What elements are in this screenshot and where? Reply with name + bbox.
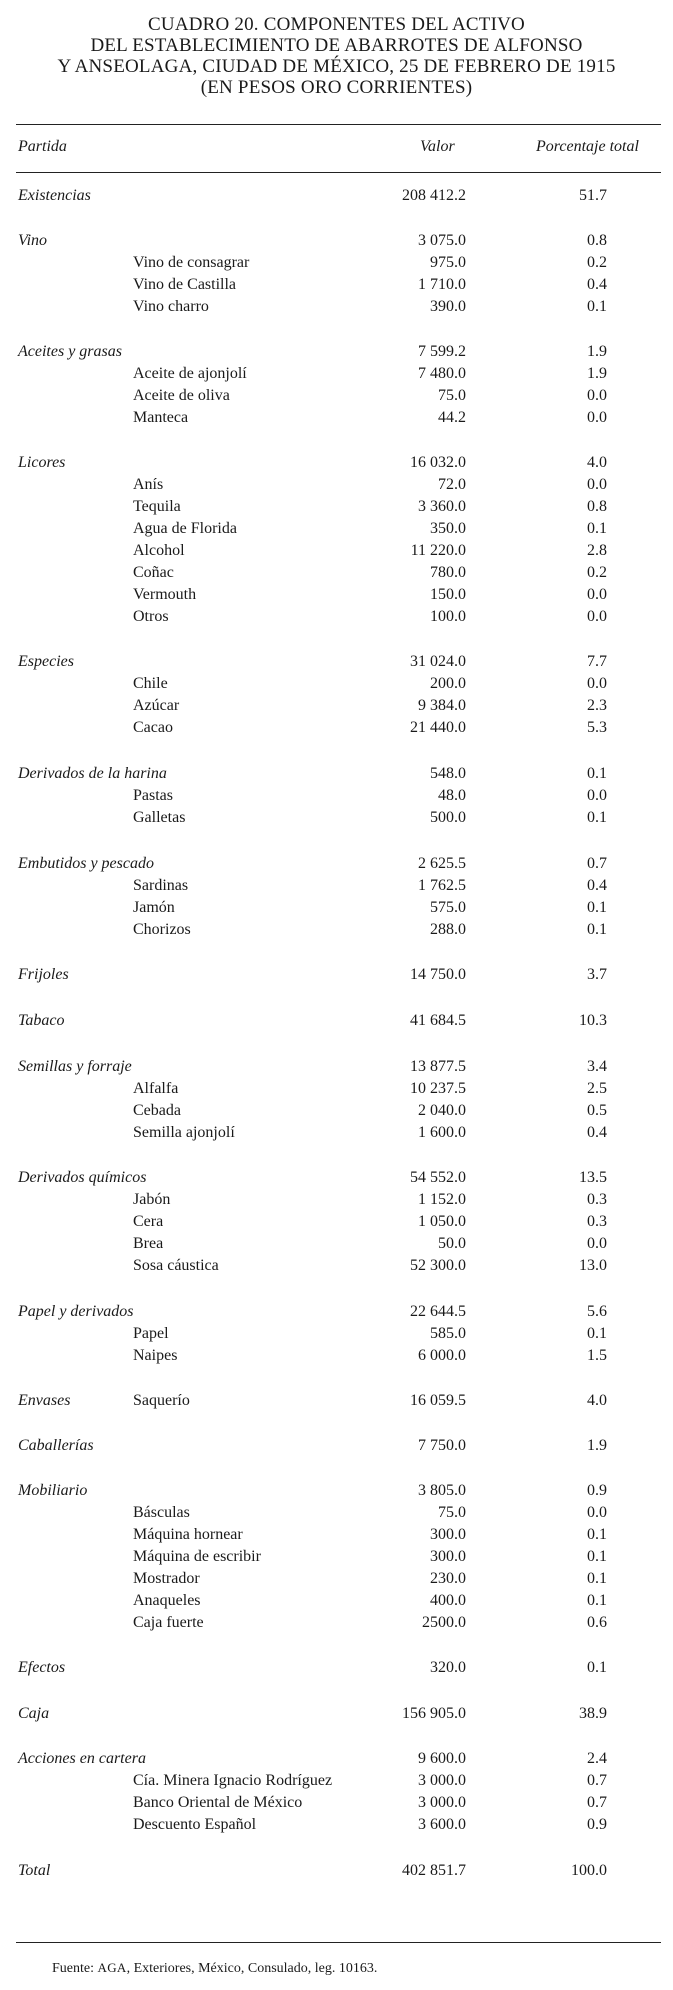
table-row [0,341,673,363]
row-percent: 0.1 [587,1659,607,1676]
table-row [0,474,673,496]
row-value: 9 384.0 [418,697,466,714]
row-subitem: Sardinas [133,877,189,894]
row-value: 9 600.0 [418,1750,466,1767]
row-subitem: Banco Oriental de México [133,1794,303,1811]
row-category: Existencias [18,187,91,204]
row-value: 22 644.5 [410,1303,466,1320]
row-value: 3 000.0 [418,1794,466,1811]
row-subitem: Anís [133,476,164,493]
row-value: 288.0 [430,921,466,938]
table-row [0,1211,673,1233]
row-percent: 0.0 [587,787,607,804]
row-subitem: Cera [133,1213,164,1230]
row-subitem: Máquina hornear [133,1526,243,1543]
row-subitem: Sosa cáustica [133,1257,219,1274]
row-value: 6 000.0 [418,1347,466,1364]
table-row [0,1480,673,1502]
row-value: 156 905.0 [402,1705,466,1722]
row-category: Especies [18,653,74,670]
row-subitem: Mostrador [133,1570,200,1587]
row-percent: 5.3 [587,719,607,736]
row-value: 16 032.0 [410,454,466,471]
row-percent: 7.7 [587,653,607,670]
row-value: 3 000.0 [418,1772,466,1789]
row-subitem: Pastas [133,787,173,804]
table-row [0,807,673,829]
row-percent: 2.5 [587,1080,607,1097]
table-row [0,1814,673,1836]
row-percent: 13.0 [579,1257,607,1274]
table-row [0,1546,673,1568]
row-subitem: Básculas [133,1504,190,1521]
row-percent: 0.1 [587,520,607,537]
row-value: 150.0 [430,586,466,603]
row-value: 1 050.0 [418,1213,466,1230]
table-row [0,1100,673,1122]
table-row [0,1323,673,1345]
row-percent: 0.3 [587,1213,607,1230]
table-row [0,496,673,518]
row-value: 72.0 [438,476,466,493]
row-value: 13 877.5 [410,1058,466,1075]
row-percent: 0.7 [587,1794,607,1811]
row-percent: 0.1 [587,1592,607,1609]
row-percent: 10.3 [579,1012,607,1029]
row-percent: 0.0 [587,409,607,426]
table-row [0,919,673,941]
table-row [0,363,673,385]
row-subitem: Brea [133,1235,164,1252]
row-percent: 2.8 [587,542,607,559]
row-value: 200.0 [430,675,466,692]
table-row [0,1301,673,1323]
table-row [0,385,673,407]
row-percent: 0.8 [587,498,607,515]
row-value: 2500.0 [422,1614,466,1631]
row-value: 208 412.2 [402,187,466,204]
row-percent: 5.6 [587,1303,607,1320]
table-row [0,274,673,296]
table-row [0,1502,673,1524]
row-subitem: Azúcar [133,697,180,714]
row-percent: 0.0 [587,1235,607,1252]
row-subitem: Anaqueles [133,1592,201,1609]
row-category: Efectos [18,1659,66,1676]
row-value: 100.0 [430,608,466,625]
row-percent: 100.0 [571,1862,607,1879]
table-row [0,717,673,739]
table-row [0,964,673,986]
row-subitem: Aceite de oliva [133,387,230,404]
row-value: 3 360.0 [418,498,466,515]
row-category: Licores [18,454,66,471]
row-value: 3 805.0 [418,1482,466,1499]
row-subitem: Alfalfa [133,1080,179,1097]
row-value: 75.0 [438,1504,466,1521]
header-valor: Valor [420,138,455,155]
table-row [0,584,673,606]
row-subitem: Vermouth [133,586,197,603]
title-line-1: CUADRO 20. COMPONENTES DEL ACTIVO [148,14,525,35]
row-subitem: Papel [133,1325,169,1342]
row-percent: 51.7 [579,187,607,204]
row-percent: 3.4 [587,1058,607,1075]
row-percent: 0.1 [587,298,607,315]
row-percent: 38.9 [579,1705,607,1722]
row-value: 75.0 [438,387,466,404]
row-category: Acciones en cartera [18,1750,146,1767]
row-category: Derivados de la harina [18,765,167,782]
row-percent: 0.4 [587,1124,607,1141]
row-value: 230.0 [430,1570,466,1587]
row-percent: 0.2 [587,564,607,581]
title-line-3: Y ANSEOLAGA, CIUDAD DE MÉXICO, 25 DE FEBRERO DE 1915 [57,56,616,77]
table-row [0,763,673,785]
row-subitem: Cía. Minera Ignacio Rodríguez [133,1772,333,1789]
row-percent: 1.9 [587,343,607,360]
table-row [0,1255,673,1277]
header-porcentaje: Porcentaje total [536,138,639,155]
row-percent: 0.0 [587,675,607,692]
table-row [0,1390,673,1412]
table-row [0,1345,673,1367]
table-row [0,452,673,474]
row-category: Tabaco [18,1012,65,1029]
table-row [0,252,673,274]
row-percent: 0.7 [587,1772,607,1789]
row-value: 52 300.0 [410,1257,466,1274]
row-percent: 0.1 [587,1570,607,1587]
row-percent: 13.5 [579,1169,607,1186]
row-subitem: Galletas [133,809,186,826]
bottom-rule [16,1942,661,1943]
row-percent: 0.5 [587,1102,607,1119]
row-percent: 0.0 [587,586,607,603]
row-percent: 0.1 [587,1325,607,1342]
row-percent: 3.7 [587,966,607,983]
row-subitem: Máquina de escribir [133,1548,261,1565]
row-subitem: Manteca [133,409,189,426]
row-percent: 0.0 [587,476,607,493]
row-value: 7 599.2 [418,343,466,360]
table-row [0,606,673,628]
row-value: 975.0 [430,254,466,271]
row-percent: 0.2 [587,254,607,271]
row-subitem: Tequila [133,498,181,515]
row-category: Aceites y grasas [18,343,122,360]
table-row [0,1792,673,1814]
row-value: 2 040.0 [418,1102,466,1119]
table-row [0,1189,673,1211]
row-percent: 0.7 [587,855,607,872]
row-subitem: Semilla ajonjolí [133,1124,235,1141]
row-category: Embutidos y pescado [18,855,154,872]
row-value: 3 075.0 [418,232,466,249]
row-percent: 0.4 [587,877,607,894]
row-value: 50.0 [438,1235,466,1252]
row-value: 7 750.0 [418,1437,466,1454]
row-percent: 0.6 [587,1614,607,1631]
table-row [0,673,673,695]
row-subitem: Caja fuerte [133,1614,204,1631]
row-value: 402 851.7 [402,1862,466,1879]
row-value: 31 024.0 [410,653,466,670]
row-value: 2 625.5 [418,855,466,872]
row-category: Total [18,1862,51,1879]
row-subitem: Cebada [133,1102,181,1119]
source-archive: AGA [97,1960,127,1975]
row-value: 48.0 [438,787,466,804]
row-value: 575.0 [430,899,466,916]
row-subitem: Saquerío [133,1392,190,1409]
table-row [0,1435,673,1457]
table-row [0,518,673,540]
row-value: 7 480.0 [418,365,466,382]
row-value: 14 750.0 [410,966,466,983]
row-value: 390.0 [430,298,466,315]
row-subitem: Cacao [133,719,173,736]
title-line-4: (EN PESOS ORO CORRIENTES) [200,77,473,98]
row-percent: 4.0 [587,454,607,471]
row-value: 1 152.0 [418,1191,466,1208]
row-percent: 1.9 [587,1437,607,1454]
table-row [0,853,673,875]
row-percent: 0.1 [587,765,607,782]
row-value: 350.0 [430,520,466,537]
table-row [0,1657,673,1679]
row-value: 41 684.5 [410,1012,466,1029]
row-category: Frijoles [18,966,69,983]
table-row [0,1748,673,1770]
row-subitem: Vino de Castilla [133,276,237,293]
table-row [0,1010,673,1032]
row-value: 548.0 [430,765,466,782]
row-subitem: Coñac [133,564,174,581]
table-row [0,1612,673,1634]
row-percent: 1.5 [587,1347,607,1364]
row-value: 16 059.5 [410,1392,466,1409]
table-row [0,1167,673,1189]
row-value: 300.0 [430,1526,466,1543]
row-subitem: Descuento Español [133,1816,257,1833]
table-row [0,540,673,562]
row-category: Vino [18,232,48,249]
row-value: 11 220.0 [410,542,466,559]
row-value: 780.0 [430,564,466,581]
row-percent: 0.4 [587,276,607,293]
row-percent: 2.3 [587,697,607,714]
row-value: 500.0 [430,809,466,826]
row-subitem: Otros [133,608,169,625]
table-row [0,185,673,207]
row-category: Semillas y forraje [18,1058,132,1075]
row-subitem: Alcohol [133,542,185,559]
row-percent: 0.1 [587,809,607,826]
table-row [0,296,673,318]
row-value: 1 710.0 [418,276,466,293]
row-category: Mobiliario [18,1482,88,1499]
row-value: 21 440.0 [410,719,466,736]
title-line-2: DEL ESTABLECIMIENTO DE ABARROTES DE ALFONSO [90,35,583,56]
row-percent: 2.4 [587,1750,607,1767]
row-subitem: Naipes [133,1347,178,1364]
row-category: Papel y derivados [18,1303,134,1320]
row-subitem: Vino de consagrar [133,254,250,271]
source-rest: , Exteriores, México, Consulado, leg. 10163. [126,1961,378,1976]
row-subitem: Vino charro [133,298,209,315]
table-row [0,1590,673,1612]
table-row [0,695,673,717]
row-value: 320.0 [430,1659,466,1676]
table-row [0,785,673,807]
table-row [0,1233,673,1255]
row-percent: 0.9 [587,1482,607,1499]
row-percent: 0.1 [587,1526,607,1543]
row-value: 300.0 [430,1548,466,1565]
row-category: Caja [18,1705,50,1722]
row-subitem: Jamón [133,899,175,916]
table-row [0,407,673,429]
row-percent: 0.0 [587,1504,607,1521]
table-row [0,651,673,673]
table-row [0,1524,673,1546]
row-percent: 0.8 [587,232,607,249]
row-percent: 0.1 [587,1548,607,1565]
table-row [0,1568,673,1590]
row-value: 400.0 [430,1592,466,1609]
source-note [52,1960,377,1977]
table-row [0,897,673,919]
row-value: 10 237.5 [410,1080,466,1097]
table-row [0,562,673,584]
source-prefix: Fuente: [52,1961,94,1976]
row-category: Envases [18,1392,71,1409]
table-row [0,875,673,897]
row-percent: 0.3 [587,1191,607,1208]
row-subitem: Agua de Florida [133,520,237,537]
row-percent: 0.0 [587,608,607,625]
table-row [0,1703,673,1725]
row-percent: 4.0 [587,1392,607,1409]
table-row [0,1122,673,1144]
row-percent: 0.1 [587,921,607,938]
row-subitem: Aceite de ajonjolí [133,365,247,382]
table-row [0,1078,673,1100]
row-category: Derivados químicos [18,1169,147,1186]
row-category: Caballerías [18,1437,94,1454]
row-value: 1 600.0 [418,1124,466,1141]
row-value: 585.0 [430,1325,466,1342]
row-subitem: Jabón [133,1191,171,1208]
row-percent: 0.0 [587,387,607,404]
row-percent: 0.9 [587,1816,607,1833]
table-row [0,230,673,252]
table-row [0,1770,673,1792]
row-subitem: Chile [133,675,168,692]
row-value: 3 600.0 [418,1816,466,1833]
row-value: 44.2 [438,409,466,426]
table-row [0,1056,673,1078]
row-percent: 1.9 [587,365,607,382]
row-subitem: Chorizos [133,921,191,938]
row-percent: 0.1 [587,899,607,916]
row-value: 54 552.0 [410,1169,466,1186]
table-row [0,1860,673,1882]
header-partida: Partida [18,138,67,155]
row-value: 1 762.5 [418,877,466,894]
